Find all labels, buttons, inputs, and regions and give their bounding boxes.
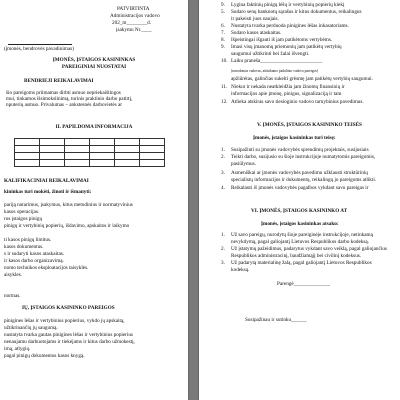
list-item: pagal pinigų dokumentus kasos knygą. (4, 353, 85, 359)
list-number: 9. (221, 2, 225, 8)
list-item: Lygina faktinių pinigų lėšų ir vertybinių popierių kiekį (231, 2, 345, 8)
list-item: užtikrinančių jų saugumą. (4, 325, 58, 331)
list-number: 1. (221, 147, 225, 153)
list-item: pariją nutarimus, įsakymus, kitus metodinius ir normatyvinius (4, 202, 133, 208)
paragraph-line: šio pareigoms priimamas dirbti asmuo nepriekaištingos (6, 90, 121, 96)
list-item: Niekur ir nekada neatkleidžia jam žinomų finansinių ir (231, 84, 345, 90)
list-item: Teikti darbo, susijusio su šioje instrukcijoje numatytomis pareigomis, (231, 154, 376, 160)
list-item: Respublikos administracinį, baudžiamąjį bei civilinį kodeksus. (231, 253, 362, 259)
list-item: Reikalauti iš įmonės vadovybės pagalbos vykdant savo pareigas ir (231, 185, 369, 191)
list-item: ti kasos pinigų limitus. (4, 237, 52, 243)
list-item: Išpeistingai išgauti iš jam patikėtoms vertybėms. (231, 37, 333, 43)
list-number: 7. (221, 30, 225, 36)
list-item: nenaujamu darbuotojams ir tiekėjams ir kitus darbo užmokestį, (4, 339, 135, 345)
approval-line: PATVIRTINTA (117, 6, 150, 12)
list-item: pinigines lėšas ir vertybinius popierius, vykdo jų apskaitą, (4, 318, 125, 324)
section-heading-5: V. ĮMONĖS, ĮSTAIGOS KASININKO TEISĖS (257, 122, 362, 128)
list-number: 2. (221, 246, 225, 252)
list-item: ir kasos darbo organizavimą. (4, 258, 64, 264)
list-item: Sudaro senų banknotų sąrašus ir kitus dokumentus, reikalingus (231, 9, 362, 15)
list-number: 5. (221, 9, 225, 15)
section-heading-6: VI. ĮMONĖS, ĮSTAIGOS KASININKO AT (251, 208, 348, 214)
list-item: Sudaro kasos ataskaitas. (231, 30, 282, 36)
list-item: Asmeniškai ar įmonės vadovybės pavedimu užklausti struktūrinių (231, 170, 368, 176)
list-item: Laiku praneša________________________ (231, 58, 323, 64)
signature-prepared: Parengė______________ (277, 281, 331, 287)
list-number: 3. (221, 260, 225, 266)
section-subheading: Įmonės, įstaigos kasininkas atsako: (261, 221, 339, 227)
approval-line: 202_m________d. (112, 20, 152, 26)
document-page-left (0, 0, 188, 400)
approval-line: įsakymu Nr.____ (116, 27, 152, 33)
list-item: Už padarytą materialinę žalą, pagal galiojantį Lietuvos Respublikos (231, 260, 372, 266)
list-item: irną, atlygių. (4, 346, 31, 352)
document-subtitle: PAREIGINIAI NUOSTATAI (61, 64, 127, 70)
document-title: ĮMONĖS, ĮSTAIGOS KASININKAS (52, 57, 136, 63)
list-number: 6. (221, 23, 225, 29)
list-item: aisykles. (4, 272, 23, 278)
list-item: nustatyta tvarka gautas pinigines lėšas ir vertybinius popierius (4, 332, 133, 338)
company-name-underline (8, 44, 72, 45)
section-heading-3: KALIFIKACINIAI REIKALAVIMAI (4, 178, 89, 184)
list-item: normas. (4, 293, 21, 299)
list-item: ir pakeisti juos naujais. (231, 16, 279, 22)
signature-acknowledged: Susipažinau ir sutinku______ (245, 317, 307, 323)
list-item: Už savo pareigų, nurodytų šioje pareiginėje instrukcijoje, netinkamą (231, 232, 373, 238)
list-item: kodeksą. (231, 267, 250, 273)
list-item: kasos operacijas. (4, 209, 40, 215)
list-item: Nustatyta tvarka perduoda pinigines lėšas inkasatoriams. (231, 23, 349, 29)
list-item: pinigų ir vertybinių popierių, išdavimo, apskaitos ir laikymo (4, 223, 130, 229)
list-number: 9. (221, 44, 225, 50)
list-item: nomo technikos eksploatacijos taisyklės. (4, 265, 89, 271)
small-note: (nurodomas vadovas, atitinkamo padalinio vadovo pareigos) (231, 69, 319, 73)
section-heading-4: IŲ, ĮSTAIGOS KASININKO PAREIGOS (22, 305, 115, 311)
list-item: saugumui užtikrinti bei žalai išvengti. (231, 51, 310, 57)
list-item: kasos dokumentus. (4, 244, 44, 250)
company-note: (įmonės, bendrovės pavadinimas) (4, 46, 74, 52)
list-item: specialistų informacijos ir dokumentų, reikalingų jo pareigoms atlikti. (231, 177, 377, 183)
list-item: ros įstaigos pinigų (4, 216, 43, 222)
paragraph-line: nputerių asmuo. Privalumas – ankstesnės darbovietės ar (6, 102, 122, 108)
list-item: Susipažinti su įmonės vadovybės sprendimų projektais, susijusiais (231, 147, 369, 153)
list-number: 1. (221, 232, 225, 238)
list-number: 2. (221, 154, 225, 160)
list-number: 12. (221, 99, 228, 105)
approval-line: Administracijos vadovo (110, 13, 160, 19)
section-heading-1: BENDRIEJI REIKALAVIMAI (24, 78, 94, 84)
list-number: 11. (221, 84, 228, 90)
section-subheading: Įmonės, įstaigos kasininkas turi teisę: (253, 135, 336, 141)
list-number: 10. (221, 58, 228, 64)
info-table (14, 138, 165, 167)
subheading: kininkas turi mokėti, žinoti ir išmanyti: (4, 189, 92, 195)
document-page-right (199, 0, 400, 400)
list-item: Atlieka atskiras savo tiesioginio vadovo tarnybinius pavedimus. (231, 99, 364, 105)
list-item: s ir sudaryti kasos ataskaitas. (4, 251, 65, 257)
list-item: pasiūlymus. (231, 161, 256, 167)
list-number: 8. (221, 37, 225, 43)
list-item: Imasi visų įmanomų priemonių jam patikėtų vertybių (231, 44, 342, 50)
list-item: informacijos apie įmonę, pinigus, signalizaciją ir tam (231, 91, 342, 97)
list-number: 3. (221, 170, 225, 176)
list-item: nevykdymą, pagal galiojantį Lietuvos Respublikos darbo kodeksą. (231, 239, 370, 245)
list-number: 4. (221, 185, 225, 191)
section-heading-2: II. PAPILDOMA INFORMACIJA (55, 124, 133, 130)
paragraph-line: mui, tinkamos išsimokslinimą, turinis praktinio darbo patirtį, (6, 96, 133, 102)
list-item: Už įstatymų pažeidimus, padarytus vykdant savo veiklą, pagal galiojančius (231, 246, 387, 252)
list-item: apžiūrėtas, galinčias sukelti grėsmę jam patikėtų vertybių saugumui. (231, 76, 373, 82)
